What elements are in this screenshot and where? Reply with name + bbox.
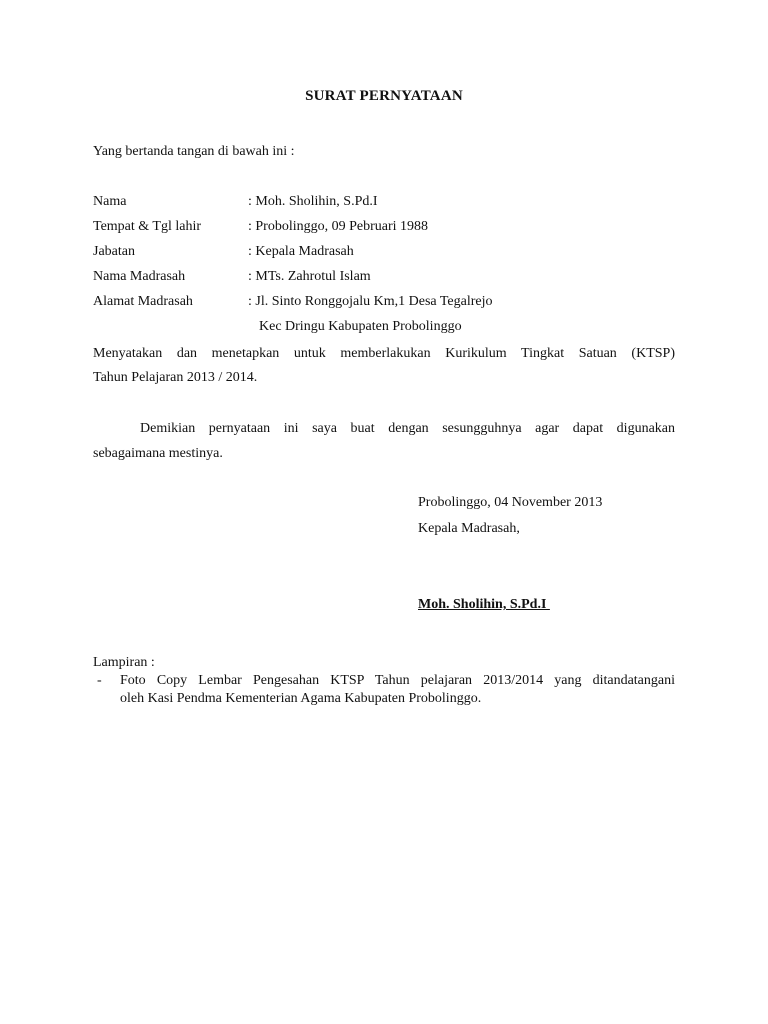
closing-line-2: sebagaimana mestinya. xyxy=(93,446,223,461)
field-label-ttl: Tempat & Tgl lahir xyxy=(93,219,202,234)
field-value-ttl: : Probolinggo, 09 Pebruari 1988 xyxy=(248,219,429,234)
attachment-line-2: oleh Kasi Pendma Kementerian Agama Kabupaten Probolinggo. xyxy=(120,691,482,706)
statement-line-1: Menyatakan dan menetapkan untuk memberlakukan Kurikulum Tingkat Satuan (KTSP) xyxy=(93,346,675,361)
field-label-jabatan: Jabatan xyxy=(93,244,135,259)
statement-line-2: Tahun Pelajaran 2013 / 2014. xyxy=(93,370,258,385)
field-value-alamat: : Jl. Sinto Ronggojalu Km,1 Desa Tegalrejo xyxy=(248,294,493,309)
field-value-alamat-continuation: Kec Dringu Kabupaten Probolinggo xyxy=(259,319,462,334)
signer-name: Moh. Sholihin, S.Pd.I xyxy=(418,597,550,612)
field-label-nama-madrasah: Nama Madrasah xyxy=(93,269,186,284)
field-value-nama-madrasah: : MTs. Zahrotul Islam xyxy=(248,269,371,284)
attachment-line-1: Foto Copy Lembar Pengesahan KTSP Tahun pelajaran 2013/2014 yang ditandatangani xyxy=(120,673,675,688)
closing-line-1: Demikian pernyataan ini saya buat dengan sesungguhnya agar dapat digunakan xyxy=(140,421,675,436)
field-label-alamat: Alamat Madrasah xyxy=(93,294,193,309)
signature-position: Kepala Madrasah, xyxy=(418,521,520,536)
field-label-nama: Nama xyxy=(93,194,127,209)
intro-text: Yang bertanda tangan di bawah ini : xyxy=(93,144,295,159)
field-value-nama: : Moh. Sholihin, S.Pd.I xyxy=(248,194,378,209)
attachment-text xyxy=(120,672,675,708)
field-value-jabatan: : Kepala Madrasah xyxy=(248,244,354,259)
document-title: SURAT PERNYATAAN xyxy=(305,88,463,104)
attachment-heading: Lampiran : xyxy=(93,655,155,670)
attachment-bullet: - xyxy=(97,673,102,688)
signature-place-date: Probolinggo, 04 November 2013 xyxy=(418,495,603,510)
